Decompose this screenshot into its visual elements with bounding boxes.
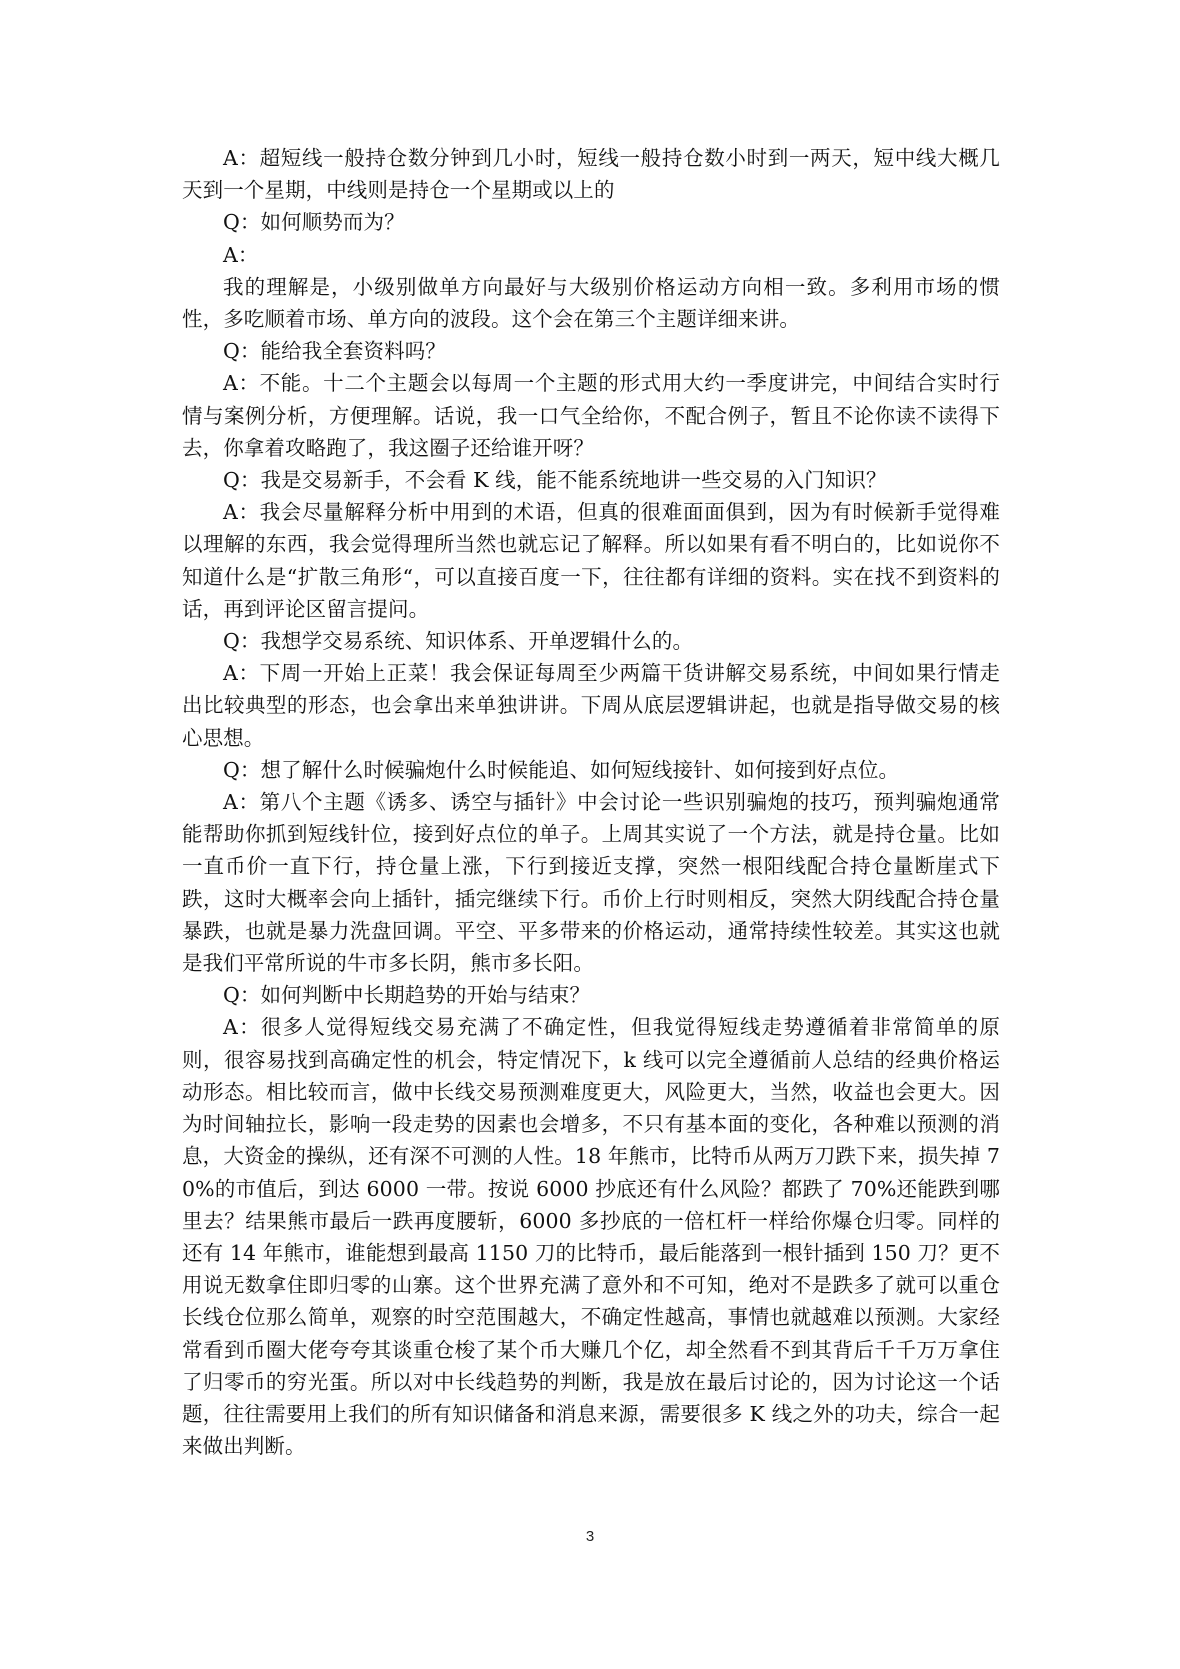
paragraph-answer-fake-moves: A：第八个主题《诱多、诱空与插针》中会讨论一些识别骗炮的技巧，预判骗炮通常能帮助你抓到短线针位，接到好点位的单子。上周其实说了一个方法，就是持仓量。比如一直币价一直下行，持仓量上涨，下行到接近支撑，突然一根阳线配合持仓量断崖式下跌，这时大概率会向上插针，插完继续下行。币价上行时则相反，突然大阴线配合持仓量暴跌，也就是暴力洗盘回调。平空、平多带来的价格运动，通常持续性较差。其实这也就是我们平常所说的牛市多长阴，熊市多长阳。 <box>182 790 1000 976</box>
paragraph-question-trading-system: Q：我想学交易系统、知识体系、开单逻辑什么的。 <box>223 629 694 654</box>
paragraph-answer-follow-trend: 我的理解是，小级别做单方向最好与大级别价格运动方向相一致。多利用市场的惯性，多吃顺着市场、单方向的波段。这个会在第三个主题详细来讲。 <box>182 274 1000 332</box>
paragraph-answer-long-term-trend: A：很多人觉得短线交易充满了不确定性，但我觉得短线走势遵循着非常简单的原则，很容易找到高确定性的机会，特定情况下，k 线可以完全遵循前人总结的经典价格运动形态。相比较而言，做中长线交易预测难度更大，风险更大，当然，收益也会更大。因为时间轴拉长，影响一段走势的因素也会增多，不只有基本面的变化，各种难以预测的消息，大资金的操纵，还有深不可测的人性。18 年熊市，比特币从两万刀跌下来，损失掉 70%的市值后，到达 6000 一带。按说 6000 抄底还有什么风险？都跌了 70%还能跌到哪里去？结果熊市最后一跌再度腰斩，6000 多抄底的一倍杠杆一样给你爆仓归零。同样的还有 14 年熊市，谁能想到最高 1150 刀的比特币，最后能落到一根针插到 150 刀？更不用说无数拿住即归零的山寨。这个世界充满了意外和不可知，绝对不是跌多了就可以重仓长线仓位那么简单，观察的时空范围越大，不确定性越高，事情也就越难以预测。大家经常看到币圈大佬夸夸其谈重仓梭了某个币大赚几个亿，却全然看不到其背后千千万万拿住了归零币的穷光蛋。所以对中长线趋势的判断，我是放在最后讨论的，因为讨论这一个话题，往往需要用上我们的所有知识储备和消息来源，需要很多 K 线之外的功夫，综合一起来做出判断。 <box>182 1015 1000 1459</box>
paragraph-question-long-term-trend: Q：如何判断中长期趋势的开始与结束？ <box>223 983 591 1008</box>
paragraph-answer-full-materials: A：不能。十二个主题会以每周一个主题的形式用大约一季度讲完，中间结合实时行情与案例分析，方便理解。话说，我一口气全给你，不配合例子，暂且不论你读不读得下去，你拿着攻略跑了，我这圈子还给谁开呀？ <box>182 371 1000 460</box>
page-number: 3 <box>585 1528 595 1545</box>
paragraph-question-beginner: Q：我是交易新手，不会看 K 线，能不能系统地讲一些交易的入门知识？ <box>223 468 887 493</box>
paragraph-answer-holding-period: A：超短线一般持仓数分钟到几小时，短线一般持仓数小时到一两天，短中线大概几天到一个星期，中线则是持仓一个星期或以上的 <box>182 146 1000 203</box>
paragraph-answer-label: A： <box>223 242 259 267</box>
paragraph-question-fake-moves: Q：想了解什么时候骗炮什么时候能追、如何短线接针、如何接到好点位。 <box>223 757 900 782</box>
paragraph-answer-trading-system: A：下周一开始上正菜！我会保证每周至少两篇干货讲解交易系统，中间如果行情走出比较典型的形态，也会拿出来单独讲讲。下周从底层逻辑讲起，也就是指导做交易的核心思想。 <box>182 661 1000 750</box>
paragraph-question-full-materials: Q：能给我全套资料吗？ <box>223 339 446 364</box>
paragraph-question-follow-trend: Q：如何顺势而为？ <box>223 210 405 235</box>
paragraph-answer-beginner: A：我会尽量解释分析中用到的术语，但真的很难面面俱到，因为有时候新手觉得难以理解的东西，我会觉得理所当然也就忘记了解释。所以如果有看不明白的，比如说你不知道什么是“扩散三角形“，可以直接百度一下，往往都有详细的资料。实在找不到资料的话，再到评论区留言提问。 <box>182 500 1000 621</box>
document-body <box>182 142 1000 1462</box>
